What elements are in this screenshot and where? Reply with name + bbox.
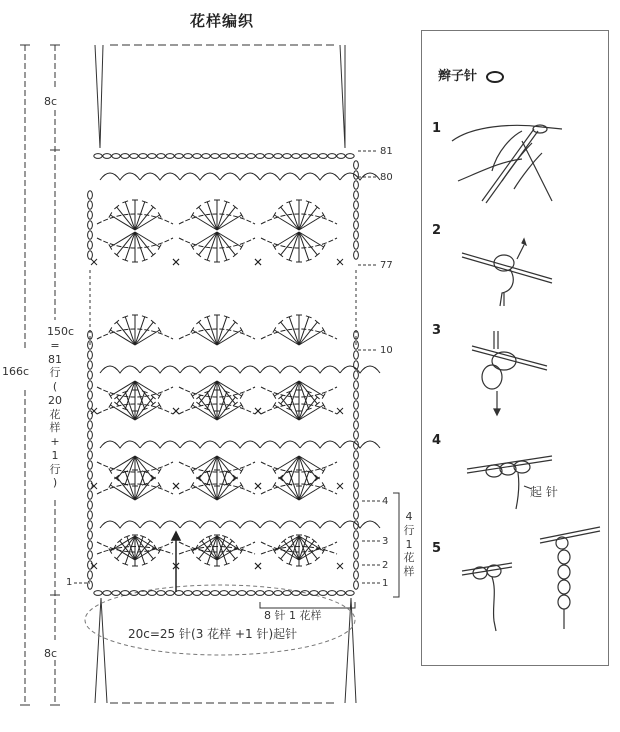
repeat-h-3: 花 xyxy=(403,551,415,565)
body-dim-6: 花 xyxy=(49,407,61,421)
step-3-illustration xyxy=(472,331,547,415)
scallop-row-1 xyxy=(100,441,380,448)
step-1-illustration xyxy=(452,125,562,203)
top-chain-row-81 xyxy=(94,154,354,159)
repeat-h-4: 样 xyxy=(403,565,415,578)
fan-upper-r2-0 xyxy=(97,470,173,500)
body-dim-7: 样 xyxy=(49,421,61,435)
body-dim-8: + xyxy=(50,435,60,448)
step-4-caption: 起 针 xyxy=(530,485,558,499)
fan-upper-r0-0 xyxy=(97,315,173,345)
row-3-label: 3 xyxy=(382,536,389,547)
body-dim-2: 81 xyxy=(48,352,62,366)
fan-top-upper-0 xyxy=(97,200,173,230)
chain-illustrations xyxy=(422,31,608,665)
chain-stitch-panel xyxy=(421,30,609,666)
row-1-label: 1 xyxy=(382,578,389,589)
row-1-left-label: 1 xyxy=(66,577,73,588)
chain-panel-title-text: 辫子针 xyxy=(438,69,478,84)
fan-top-upper-1 xyxy=(179,200,255,230)
row-10-label: 10 xyxy=(380,345,393,356)
body-dim-10: 行 xyxy=(49,462,61,476)
step-2-number: 2 xyxy=(432,223,442,238)
row-77-label: 77 xyxy=(380,260,393,271)
scallop-row-80 xyxy=(100,173,380,180)
scallop-row-2 xyxy=(100,521,380,528)
step-2-illustration xyxy=(462,239,552,306)
fan-upper-r1-1 xyxy=(179,390,255,420)
body-dim-0: 150c xyxy=(47,325,75,338)
scallop-row-0 xyxy=(100,366,380,373)
body-dim-11: ) xyxy=(52,476,58,490)
fan-upper-r0-2 xyxy=(261,315,337,345)
chart-title: 花样编织 xyxy=(190,12,255,30)
body-dim-1: = xyxy=(50,338,60,352)
body-dim-5: 20 xyxy=(48,393,62,407)
step-5-illustration xyxy=(462,527,600,631)
fan-top-lower-0 xyxy=(97,232,173,262)
fan-top-lower-1 xyxy=(179,232,255,262)
repeat-h-0: 4 xyxy=(405,510,413,523)
fan-upper-r1-0 xyxy=(97,390,173,420)
body-dim-9: 1 xyxy=(51,448,59,462)
fan-upper-r2-1 xyxy=(179,470,255,500)
row-4-label: 4 xyxy=(382,496,389,507)
repeat-width-label: 8 针 1 花样 xyxy=(264,609,322,622)
body-dim-3: 行 xyxy=(49,366,61,380)
row-81-label: 81 xyxy=(380,146,393,157)
top-8c-label: 8c xyxy=(44,95,58,108)
step-3-number: 3 xyxy=(432,323,442,338)
fan-top-upper-2 xyxy=(261,200,337,230)
step-4-number: 4 xyxy=(432,433,442,448)
step-1-number: 1 xyxy=(432,121,442,136)
foundation-chain xyxy=(94,591,354,596)
row-2-label: 2 xyxy=(382,560,389,571)
fan-upper-r2-2 xyxy=(261,470,337,500)
repeat-h-1: 行 xyxy=(403,523,415,537)
fan-upper-r0-1 xyxy=(179,315,255,345)
total-length-label: 166c xyxy=(2,365,30,378)
fan-top-lower-2 xyxy=(261,232,337,262)
step-5-number: 5 xyxy=(432,541,442,556)
fan-upper-r1-2 xyxy=(261,390,337,420)
foundation-label: 20c=25 针(3 花样 +1 针)起针 xyxy=(128,627,298,641)
step-4-illustration xyxy=(467,456,552,509)
body-dim-4: ( xyxy=(52,380,58,393)
row-80-label: 80 xyxy=(380,172,393,183)
bottom-8c-label: 8c xyxy=(44,647,58,660)
repeat-h-2: 1 xyxy=(405,537,413,551)
